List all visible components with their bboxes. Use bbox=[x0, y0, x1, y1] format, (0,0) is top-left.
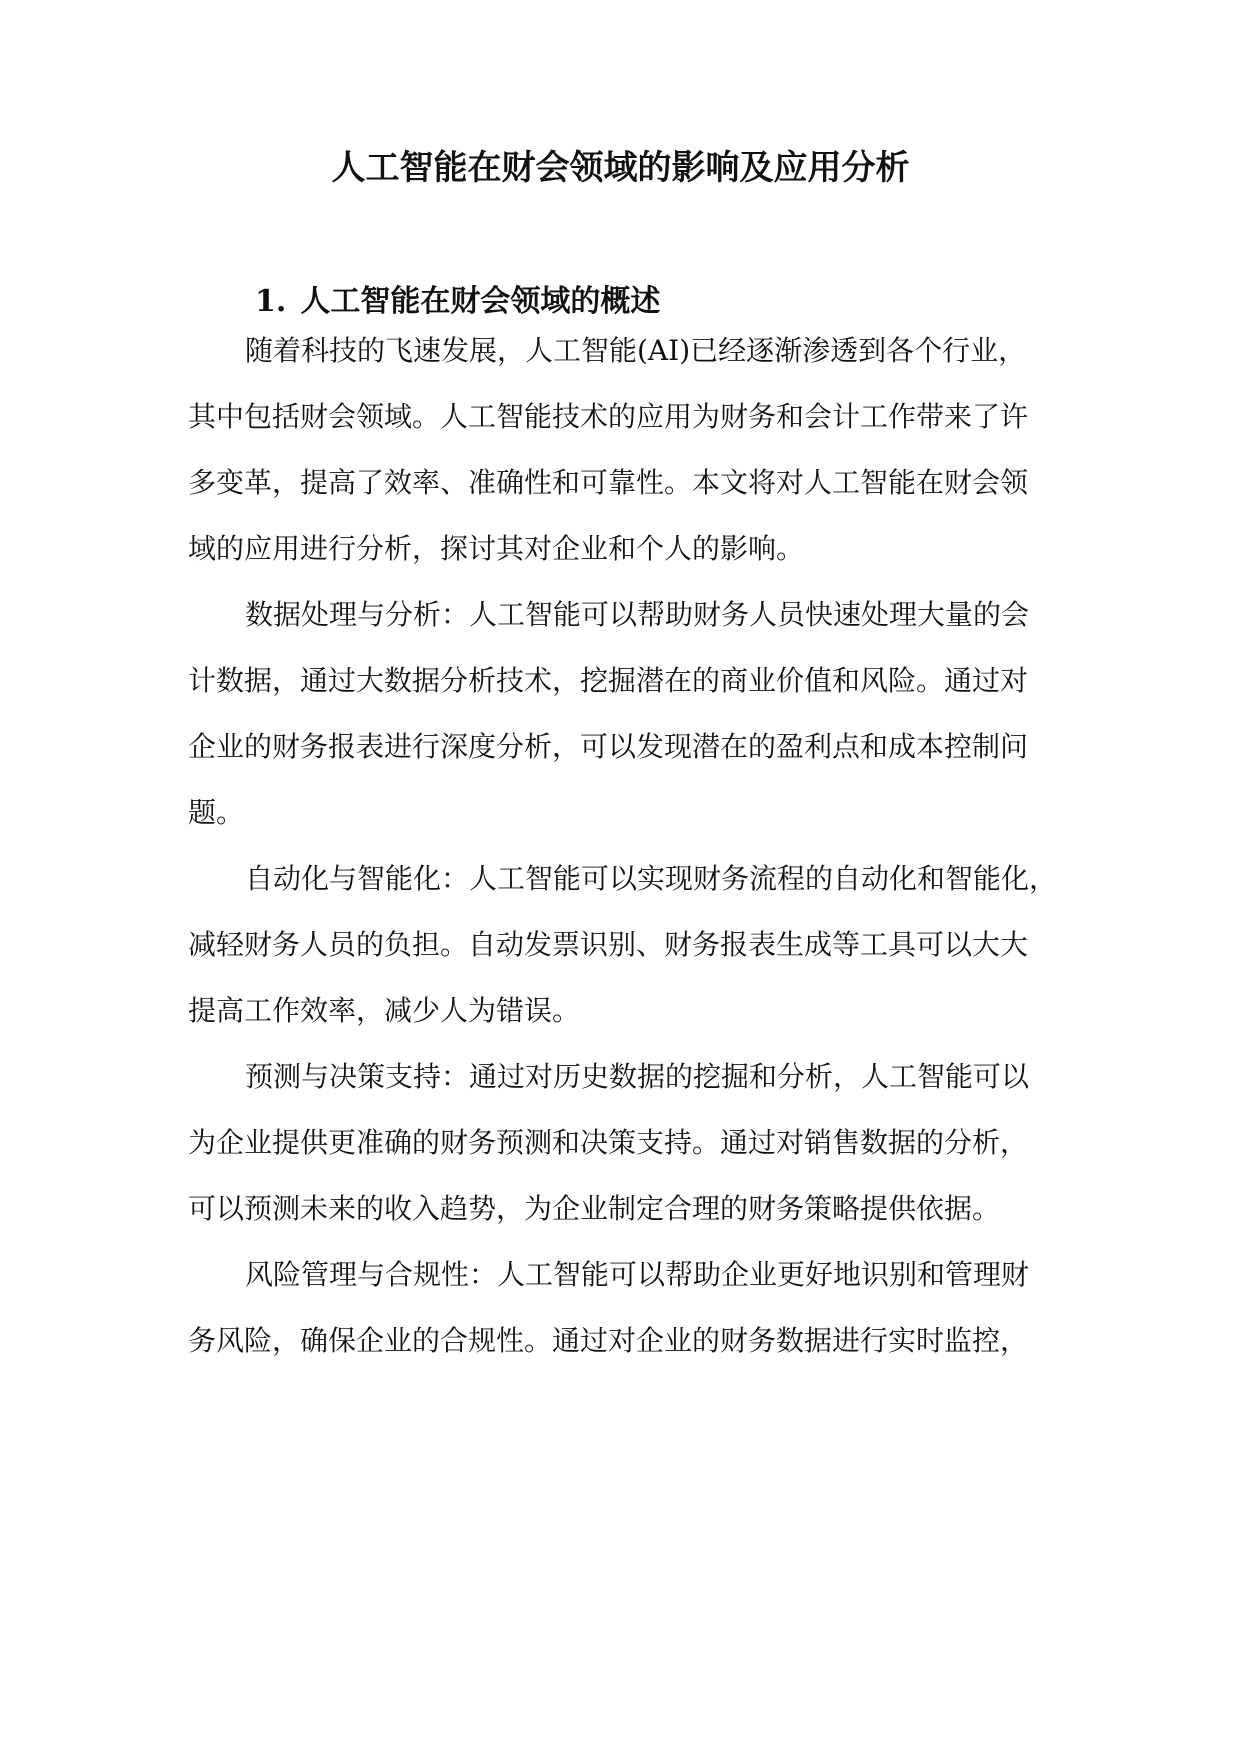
paragraph-line: 数据处理与分析：人工智能可以帮助财务人员快速处理大量的会 bbox=[245, 598, 1030, 631]
paragraph-line: 多变革，提高了效率、准确性和可靠性。本文将对人工智能在财会领 bbox=[188, 466, 1029, 499]
section-heading-text: 人工智能在财会领域的概述 bbox=[300, 284, 661, 319]
section-number: 1. bbox=[255, 284, 287, 319]
paragraph-line: 预测与决策支持：通过对历史数据的挖掘和分析，人工智能可以 bbox=[245, 1060, 1030, 1093]
paragraph-line: 企业的财务报表进行深度分析，可以发现潜在的盈利点和成本控制问 bbox=[188, 730, 1029, 763]
paragraph-line: 其中包括财会领域。人工智能技术的应用为财务和会计工作带来了许 bbox=[188, 400, 1029, 433]
section-heading bbox=[255, 282, 660, 322]
paragraph-line: 务风险，确保企业的合规性。通过对企业的财务数据进行实时监控， bbox=[188, 1324, 1029, 1357]
paragraph-line: 提高工作效率，减少人为错误。 bbox=[188, 994, 581, 1027]
paragraph-line: 自动化与智能化：人工智能可以实现财务流程的自动化和智能化， bbox=[245, 862, 1058, 895]
paragraph-line: 风险管理与合规性：人工智能可以帮助企业更好地识别和管理财 bbox=[245, 1258, 1030, 1291]
paragraph-line: 为企业提供更准确的财务预测和决策支持。通过对销售数据的分析， bbox=[188, 1126, 1029, 1159]
document-title: 人工智能在财会领域的影响及应用分析 bbox=[331, 148, 910, 188]
paragraph-line: 随着科技的飞速发展，人工智能(AI)已经逐渐渗透到各个行业， bbox=[245, 334, 1027, 367]
paragraph-line: 域的应用进行分析，探讨其对企业和个人的影响。 bbox=[188, 532, 805, 565]
paragraph-line: 题。 bbox=[188, 796, 245, 829]
paragraph-line: 减轻财务人员的负担。自动发票识别、财务报表生成等工具可以大大 bbox=[188, 928, 1029, 961]
paragraph-line: 计数据，通过大数据分析技术，挖掘潜在的商业价值和风险。通过对 bbox=[188, 664, 1029, 697]
paragraph-line: 可以预测未来的收入趋势，为企业制定合理的财务策略提供依据。 bbox=[188, 1192, 1001, 1225]
